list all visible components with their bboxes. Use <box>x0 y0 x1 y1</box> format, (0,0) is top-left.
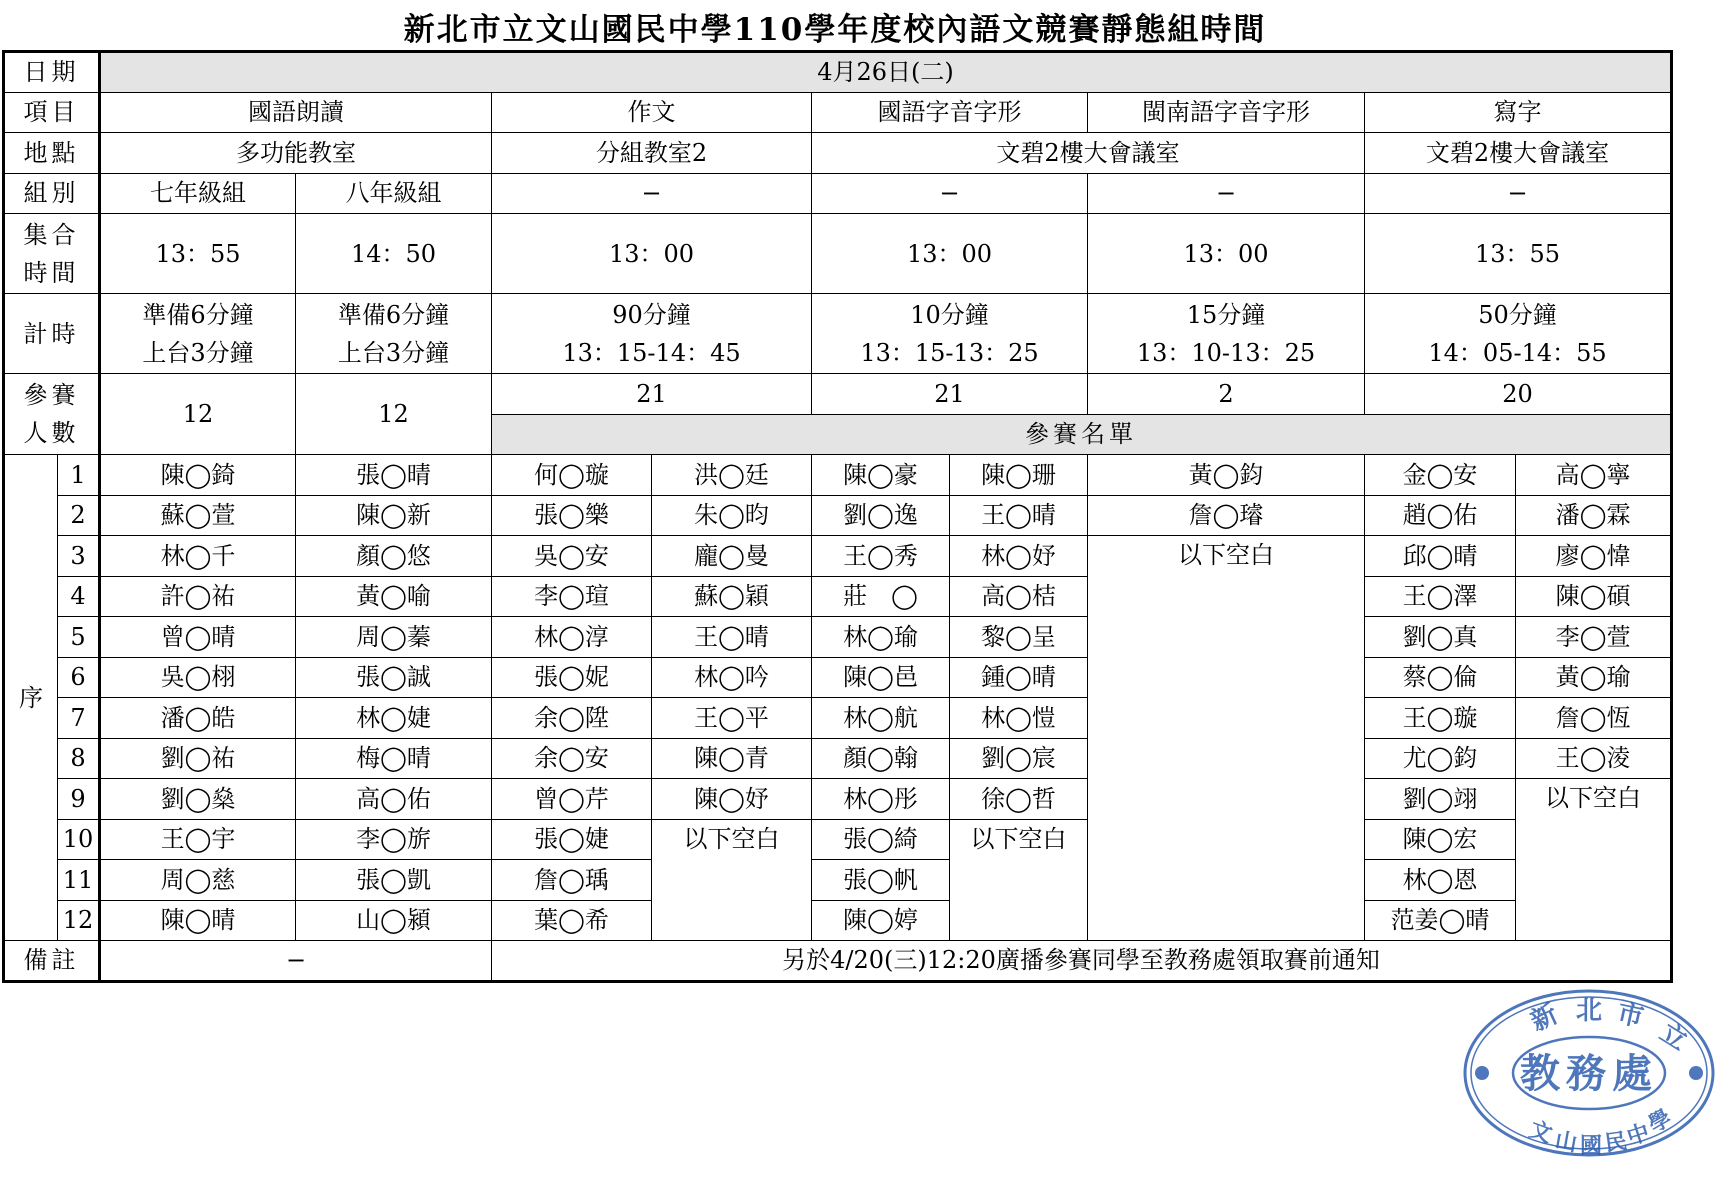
name-mandarin-b: 林◯愷 <box>950 698 1088 739</box>
timing-writing <box>1365 294 1672 374</box>
name-minnan: 黃◯鈞 <box>1088 455 1365 496</box>
name-writing-b: 高◯寧 <box>1516 455 1672 496</box>
label-count-line1: 參賽 <box>23 381 80 409</box>
roster-row <box>4 495 1672 536</box>
name-writing-b: 李◯萱 <box>1516 617 1672 658</box>
name-mandarin-a: 莊 ◯ <box>812 576 950 617</box>
mandarin-b-blank-note: 以下空白 <box>950 819 1088 941</box>
seq-number: 4 <box>58 576 100 617</box>
name-g7: 潘◯皓 <box>100 698 296 739</box>
name-mandarin-a: 陳◯豪 <box>812 455 950 496</box>
seq-number: 10 <box>58 819 100 860</box>
seq-number: 7 <box>58 698 100 739</box>
timing-essay-duration: 90分鐘 <box>612 300 691 329</box>
label-place: 地點 <box>4 133 100 174</box>
name-writing-a: 王◯璇 <box>1365 698 1516 739</box>
name-essay-b: 洪◯廷 <box>652 455 812 496</box>
svg-text:民: 民 <box>1603 1128 1629 1157</box>
name-g8: 顏◯悠 <box>296 536 492 577</box>
minnan-blank-note: 以下空白 <box>1088 536 1365 941</box>
seq-number: 2 <box>58 495 100 536</box>
label-participant-count <box>4 374 100 455</box>
label-gather-time <box>4 214 100 294</box>
gather-g8: 14：50 <box>296 214 492 294</box>
name-g7: 劉◯祐 <box>100 738 296 779</box>
name-writing-b: 廖◯愇 <box>1516 536 1672 577</box>
place-char: 文碧2樓大會議室 <box>812 133 1365 174</box>
roster-row <box>4 657 1672 698</box>
name-writing-a: 范姜◯晴 <box>1365 900 1516 941</box>
timing-mandarin-range: 13：15-13：25 <box>860 338 1039 367</box>
svg-text:市: 市 <box>1614 998 1647 1034</box>
item-reading: 國語朗讀 <box>100 92 492 133</box>
name-g7: 王◯宇 <box>100 819 296 860</box>
seq-number: 1 <box>58 455 100 496</box>
seq-number: 9 <box>58 779 100 820</box>
name-mandarin-b: 高◯桔 <box>950 576 1088 617</box>
group-g7: 七年級組 <box>100 173 296 214</box>
svg-text:立: 立 <box>1654 1017 1693 1057</box>
name-writing-a: 金◯安 <box>1365 455 1516 496</box>
count-g7: 12 <box>100 374 296 455</box>
label-gather-line1: 集合 <box>23 220 80 249</box>
name-writing-a: 邱◯晴 <box>1365 536 1516 577</box>
name-mandarin-a: 林◯航 <box>812 698 950 739</box>
gather-writing: 13：55 <box>1365 214 1672 294</box>
name-mandarin-b: 鍾◯晴 <box>950 657 1088 698</box>
timing-mandarin-duration: 10分鐘 <box>910 300 989 329</box>
essay-b-blank-note: 以下空白 <box>652 819 812 941</box>
name-essay-a: 詹◯瑀 <box>492 860 652 901</box>
timing-minnan-duration: 15分鐘 <box>1186 300 1266 329</box>
roster-row <box>4 576 1672 617</box>
count-mandarin-char: 21 <box>812 374 1088 415</box>
name-writing-b: 詹◯恆 <box>1516 698 1672 739</box>
name-writing-a: 劉◯真 <box>1365 617 1516 658</box>
svg-text:文: 文 <box>1525 1116 1556 1149</box>
timing-writing-duration: 50分鐘 <box>1478 300 1557 329</box>
name-g8: 陳◯新 <box>296 495 492 536</box>
timing-g7 <box>100 294 296 374</box>
seq-number: 8 <box>58 738 100 779</box>
name-g8: 李◯旂 <box>296 819 492 860</box>
roster-row <box>4 860 1672 901</box>
name-g7: 蘇◯萱 <box>100 495 296 536</box>
seq-number: 6 <box>58 657 100 698</box>
name-writing-a: 林◯恩 <box>1365 860 1516 901</box>
name-g7: 許◯祐 <box>100 576 296 617</box>
timing-minnan-char <box>1088 294 1365 374</box>
roster-body <box>4 455 1672 941</box>
timing-essay-range: 13：15-14：45 <box>562 338 741 367</box>
count-essay: 21 <box>492 374 812 415</box>
roster-row <box>4 779 1672 820</box>
name-essay-b: 林◯吟 <box>652 657 812 698</box>
seq-number: 5 <box>58 617 100 658</box>
item-writing: 寫字 <box>1365 92 1672 133</box>
name-writing-a: 尤◯鈞 <box>1365 738 1516 779</box>
label-timing: 計時 <box>4 294 100 374</box>
roster-row <box>4 819 1672 860</box>
name-essay-b: 龐◯曼 <box>652 536 812 577</box>
name-mandarin-b: 黎◯呈 <box>950 617 1088 658</box>
name-essay-a: 張◯樂 <box>492 495 652 536</box>
name-essay-a: 何◯璇 <box>492 455 652 496</box>
svg-text:國: 國 <box>1580 1133 1603 1159</box>
name-essay-b: 王◯平 <box>652 698 812 739</box>
name-g7: 陳◯錡 <box>100 455 296 496</box>
place-writing: 文碧2樓大會議室 <box>1365 133 1672 174</box>
label-date: 日期 <box>4 52 100 93</box>
name-g7: 曾◯晴 <box>100 617 296 658</box>
name-g8: 張◯誠 <box>296 657 492 698</box>
name-mandarin-a: 陳◯婷 <box>812 900 950 941</box>
name-essay-a: 葉◯希 <box>492 900 652 941</box>
gather-mandarin-char: 13：00 <box>812 214 1088 294</box>
name-mandarin-b: 林◯妤 <box>950 536 1088 577</box>
name-g8: 高◯佑 <box>296 779 492 820</box>
gather-g7: 13：55 <box>100 214 296 294</box>
name-essay-a: 李◯瑄 <box>492 576 652 617</box>
name-mandarin-b: 陳◯珊 <box>950 455 1088 496</box>
roster-row <box>4 617 1672 658</box>
seq-number: 3 <box>58 536 100 577</box>
name-essay-b: 蘇◯穎 <box>652 576 812 617</box>
name-essay-b: 王◯晴 <box>652 617 812 658</box>
name-mandarin-a: 顏◯翰 <box>812 738 950 779</box>
date-value: 4月26日(二) <box>100 52 1672 93</box>
name-g8: 張◯凱 <box>296 860 492 901</box>
name-essay-b: 陳◯青 <box>652 738 812 779</box>
name-g7: 陳◯晴 <box>100 900 296 941</box>
roster-row <box>4 455 1672 496</box>
label-item: 項目 <box>4 92 100 133</box>
remark-right: 另於4/20(三)12:20廣播參賽同學至教務處領取賽前通知 <box>492 941 1672 982</box>
name-essay-a: 吳◯安 <box>492 536 652 577</box>
schedule-table <box>2 50 1673 983</box>
timing-g8-prep: 準備6分鐘 <box>337 300 450 329</box>
name-mandarin-a: 王◯秀 <box>812 536 950 577</box>
name-g8: 張◯晴 <box>296 455 492 496</box>
label-seq: 序 <box>4 455 58 941</box>
name-mandarin-a: 張◯綺 <box>812 819 950 860</box>
name-essay-a: 余◯陞 <box>492 698 652 739</box>
name-mandarin-b: 劉◯宸 <box>950 738 1088 779</box>
gather-essay: 13：00 <box>492 214 812 294</box>
name-mandarin-a: 張◯帆 <box>812 860 950 901</box>
group-essay: − <box>492 173 812 214</box>
timing-g7-stage: 上台3分鐘 <box>142 338 254 367</box>
roster-row <box>4 536 1672 577</box>
group-g8: 八年級組 <box>296 173 492 214</box>
name-g7: 周◯慈 <box>100 860 296 901</box>
name-essay-a: 曾◯芹 <box>492 779 652 820</box>
svg-text:學: 學 <box>1644 1104 1677 1139</box>
place-essay: 分組教室2 <box>492 133 812 174</box>
item-essay: 作文 <box>492 92 812 133</box>
name-g8: 黃◯喻 <box>296 576 492 617</box>
name-essay-b: 朱◯昀 <box>652 495 812 536</box>
name-writing-a: 劉◯翊 <box>1365 779 1516 820</box>
name-essay-a: 張◯妮 <box>492 657 652 698</box>
group-minnan-char: − <box>1088 173 1365 214</box>
name-writing-a: 蔡◯倫 <box>1365 657 1516 698</box>
timing-essay <box>492 294 812 374</box>
item-minnan-char: 閩南語字音字形 <box>1088 92 1365 133</box>
name-writing-a: 陳◯宏 <box>1365 819 1516 860</box>
name-essay-a: 林◯淳 <box>492 617 652 658</box>
name-writing-b: 陳◯碩 <box>1516 576 1672 617</box>
roster-header: 參賽名單 <box>492 414 1672 455</box>
label-group: 組別 <box>4 173 100 214</box>
name-mandarin-a: 劉◯逸 <box>812 495 950 536</box>
svg-text:教務處: 教務處 <box>1520 1050 1658 1097</box>
timing-g8 <box>296 294 492 374</box>
name-g7: 吳◯栩 <box>100 657 296 698</box>
name-g8: 山◯潁 <box>296 900 492 941</box>
timing-g7-prep: 準備6分鐘 <box>142 300 254 329</box>
svg-text:山: 山 <box>1552 1127 1580 1157</box>
seq-number: 12 <box>58 900 100 941</box>
count-g8: 12 <box>296 374 492 455</box>
name-minnan: 詹◯璿 <box>1088 495 1365 536</box>
roster-row <box>4 900 1672 941</box>
name-essay-a: 張◯婕 <box>492 819 652 860</box>
label-count-line2: 人數 <box>23 419 80 447</box>
name-essay-b: 陳◯妤 <box>652 779 812 820</box>
item-mandarin-char: 國語字音字形 <box>812 92 1088 133</box>
name-mandarin-a: 林◯瑜 <box>812 617 950 658</box>
count-writing: 20 <box>1365 374 1672 415</box>
name-g8: 林◯婕 <box>296 698 492 739</box>
name-writing-b: 潘◯霖 <box>1516 495 1672 536</box>
name-mandarin-b: 王◯晴 <box>950 495 1088 536</box>
name-g8: 周◯蓁 <box>296 617 492 658</box>
writing-b-blank-note: 以下空白 <box>1516 779 1672 941</box>
svg-text:新: 新 <box>1526 999 1563 1038</box>
group-mandarin-char: − <box>812 173 1088 214</box>
svg-text:北: 北 <box>1576 996 1603 1026</box>
label-remark: 備註 <box>4 941 100 982</box>
name-g8: 梅◯晴 <box>296 738 492 779</box>
svg-text:中: 中 <box>1623 1119 1653 1151</box>
name-mandarin-b: 徐◯哲 <box>950 779 1088 820</box>
name-writing-a: 王◯澤 <box>1365 576 1516 617</box>
school-seal-stamp <box>1458 985 1724 1165</box>
name-mandarin-a: 林◯彤 <box>812 779 950 820</box>
place-reading: 多功能教室 <box>100 133 492 174</box>
timing-minnan-range: 13：10-13：25 <box>1136 338 1316 367</box>
remark-left: − <box>100 941 492 982</box>
count-minnan-char: 2 <box>1088 374 1365 415</box>
name-g7: 劉◯燊 <box>100 779 296 820</box>
roster-row <box>4 738 1672 779</box>
timing-mandarin-char <box>812 294 1088 374</box>
name-essay-a: 余◯安 <box>492 738 652 779</box>
document-title: 新北市立文山國民中學110學年度校內語文競賽靜態組時間 <box>403 12 1267 48</box>
group-writing: − <box>1365 173 1672 214</box>
name-writing-b: 黃◯瑜 <box>1516 657 1672 698</box>
timing-writing-range: 14：05-14：55 <box>1428 338 1607 367</box>
name-mandarin-a: 陳◯邑 <box>812 657 950 698</box>
gather-minnan-char: 13：00 <box>1088 214 1365 294</box>
seq-number: 11 <box>58 860 100 901</box>
roster-row <box>4 698 1672 739</box>
name-writing-a: 趙◯佑 <box>1365 495 1516 536</box>
label-gather-line2: 時間 <box>23 258 80 287</box>
name-writing-b: 王◯淩 <box>1516 738 1672 779</box>
name-g7: 林◯千 <box>100 536 296 577</box>
timing-g8-stage: 上台3分鐘 <box>337 338 450 367</box>
